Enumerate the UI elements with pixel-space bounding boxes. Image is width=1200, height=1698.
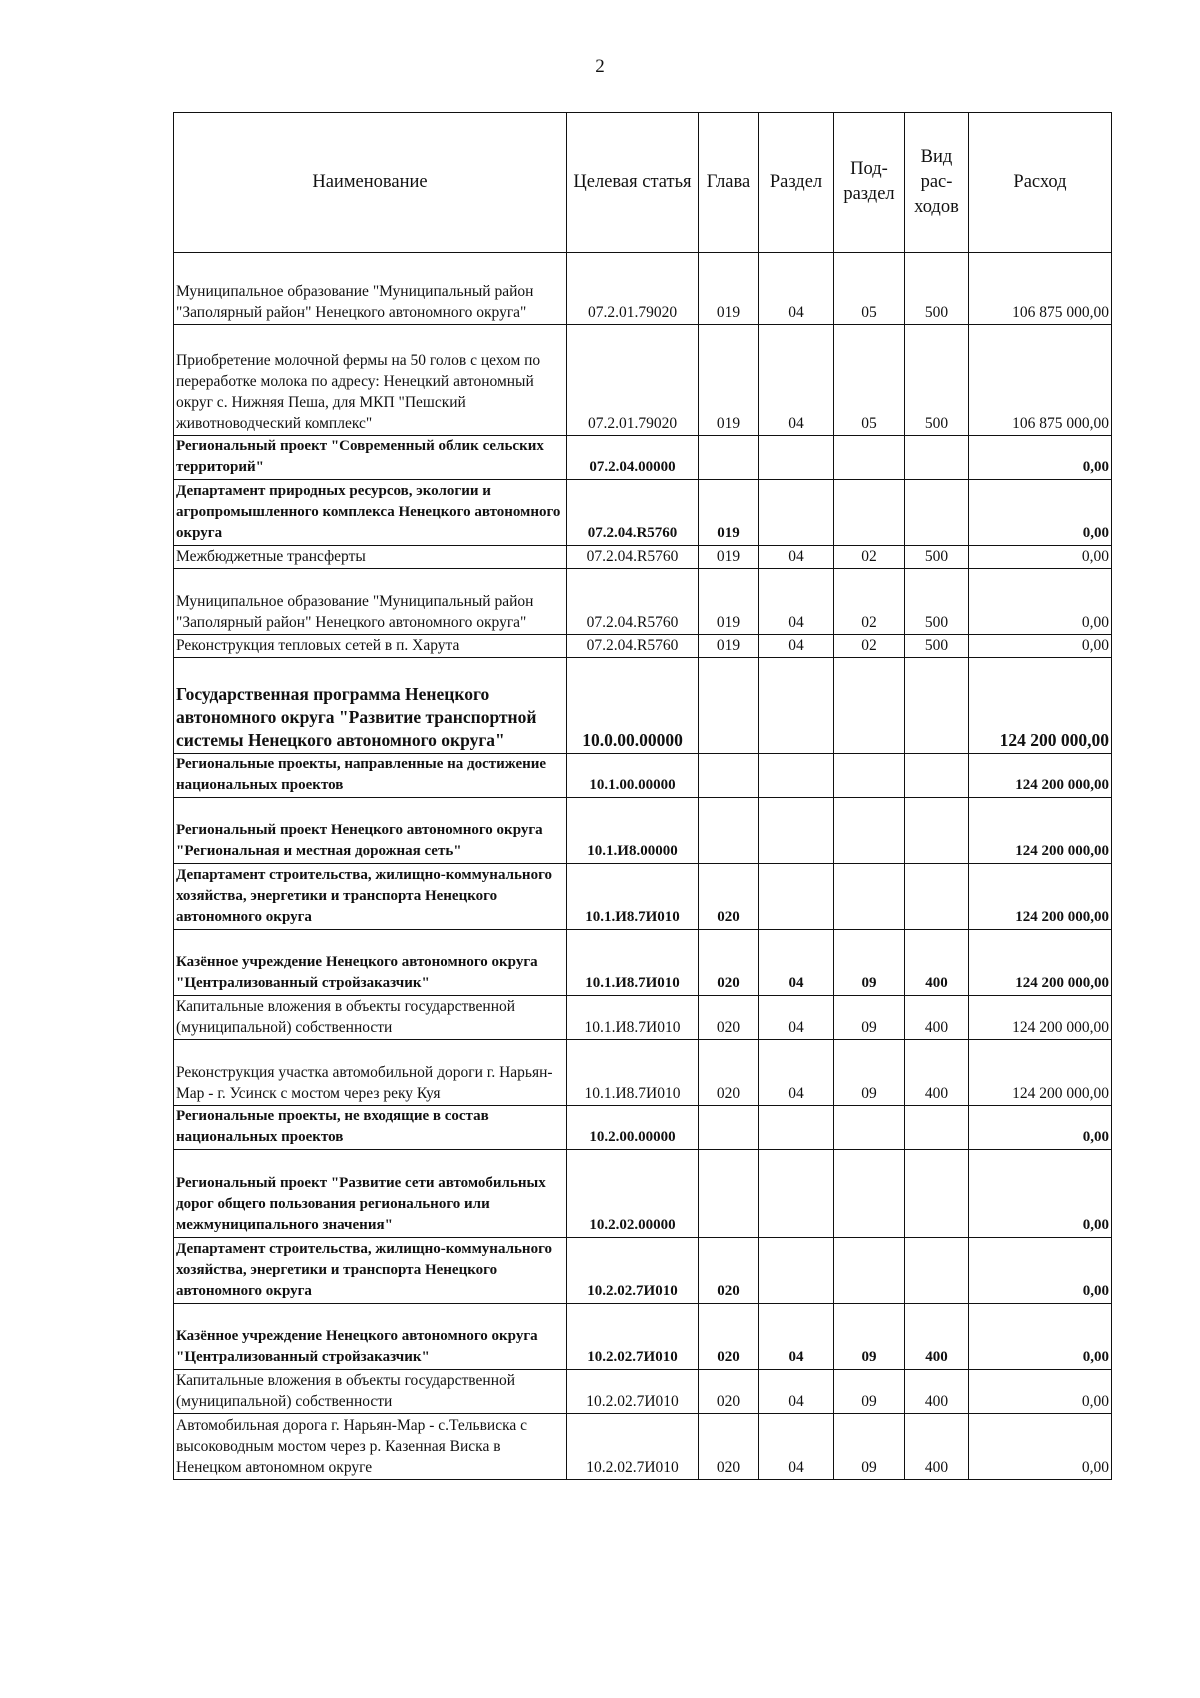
- row-section: [759, 1238, 834, 1304]
- row-target-article: 10.1.И8.7И010: [567, 864, 699, 930]
- row-section: 04: [759, 635, 834, 658]
- row-target-article: 07.2.01.79020: [567, 325, 699, 436]
- row-expense-type: 400: [905, 996, 969, 1040]
- row-name: Автомобильная дорога г. Нарьян-Мар - с.Тельвиска с высоководным мостом через р. Казенная Виска в Ненецком автономном округе: [174, 1414, 567, 1480]
- row-subsection: 05: [834, 253, 905, 325]
- row-amount: 124 200 000,00: [969, 1040, 1112, 1106]
- row-chapter: 019: [699, 325, 759, 436]
- table-row: [174, 546, 1112, 569]
- row-name: Государственная программа Ненецкого автономного округа "Развитие транспортной системы Ненецкого автономного округа": [174, 658, 567, 754]
- row-subsection: 09: [834, 930, 905, 996]
- row-section: [759, 480, 834, 546]
- row-expense-type: 500: [905, 325, 969, 436]
- row-expense-type: 400: [905, 1304, 969, 1370]
- row-expense-type: [905, 1238, 969, 1304]
- row-name: Муниципальное образование "Муниципальный район "Заполярный район" Ненецкого автономного округа": [174, 569, 567, 635]
- row-expense-type: 400: [905, 930, 969, 996]
- row-section: 04: [759, 1370, 834, 1414]
- row-target-article: 10.0.00.00000: [567, 658, 699, 754]
- header-subsection: Под-раздел: [834, 113, 905, 253]
- row-amount: 124 200 000,00: [969, 658, 1112, 754]
- row-chapter: [699, 658, 759, 754]
- row-amount: 0,00: [969, 569, 1112, 635]
- header-expense-type: Вид рас-ходов: [905, 113, 969, 253]
- row-name: Казённое учреждение Ненецкого автономного округа "Централизованный стройзаказчик": [174, 1304, 567, 1370]
- row-expense-type: [905, 798, 969, 864]
- row-subsection: 02: [834, 569, 905, 635]
- row-chapter: 020: [699, 1304, 759, 1370]
- row-name: Муниципальное образование "Муниципальный район "Заполярный район" Ненецкого автономного округа": [174, 253, 567, 325]
- row-chapter: 020: [699, 1238, 759, 1304]
- row-name: Реконструкция участка автомобильной дороги г. Нарьян-Мар - г. Усинск с мостом через реку Куя: [174, 1040, 567, 1106]
- row-target-article: 10.2.00.00000: [567, 1106, 699, 1150]
- row-chapter: 020: [699, 1370, 759, 1414]
- row-amount: 124 200 000,00: [969, 754, 1112, 798]
- row-subsection: 09: [834, 1304, 905, 1370]
- row-amount: 0,00: [969, 1414, 1112, 1480]
- row-chapter: 020: [699, 1040, 759, 1106]
- row-name: Региональный проект "Развитие сети автомобильных дорог общего пользования регионального или межмуниципального значения": [174, 1150, 567, 1238]
- row-chapter: [699, 436, 759, 480]
- row-target-article: 07.2.04.R5760: [567, 569, 699, 635]
- row-name: Региональные проекты, не входящие в состав национальных проектов: [174, 1106, 567, 1150]
- row-name: Департамент строительства, жилищно-коммунального хозяйства, энергетики и транспорта Ненецкого автономного округа: [174, 864, 567, 930]
- row-amount: 0,00: [969, 436, 1112, 480]
- row-amount: 124 200 000,00: [969, 864, 1112, 930]
- row-amount: 0,00: [969, 1150, 1112, 1238]
- row-expense-type: [905, 754, 969, 798]
- table-row: [174, 253, 1112, 325]
- row-section: [759, 658, 834, 754]
- row-chapter: 020: [699, 930, 759, 996]
- row-chapter: 019: [699, 635, 759, 658]
- row-section: 04: [759, 325, 834, 436]
- row-expense-type: [905, 1106, 969, 1150]
- row-subsection: 05: [834, 325, 905, 436]
- row-amount: 0,00: [969, 1238, 1112, 1304]
- row-expense-type: [905, 658, 969, 754]
- row-subsection: [834, 1238, 905, 1304]
- row-target-article: 10.2.02.7И010: [567, 1304, 699, 1370]
- row-target-article: 07.2.04.R5760: [567, 546, 699, 569]
- row-expense-type: 500: [905, 569, 969, 635]
- row-expense-type: [905, 480, 969, 546]
- row-chapter: [699, 798, 759, 864]
- row-section: 04: [759, 1414, 834, 1480]
- row-chapter: 019: [699, 253, 759, 325]
- row-chapter: [699, 1106, 759, 1150]
- page-number: 2: [595, 56, 605, 77]
- row-name: Реконструкция тепловых сетей в п. Харута: [174, 635, 567, 658]
- header-name: Наименование: [174, 113, 567, 253]
- row-section: 04: [759, 253, 834, 325]
- row-expense-type: [905, 1150, 969, 1238]
- row-expense-type: 500: [905, 635, 969, 658]
- row-name: Приобретение молочной фермы на 50 голов с цехом по переработке молока по адресу: Ненецкий автономный округ с. Нижняя Пеша, для МКП "Пешский животноводческий комплекс": [174, 325, 567, 436]
- row-subsection: 02: [834, 635, 905, 658]
- row-section: 04: [759, 996, 834, 1040]
- row-chapter: [699, 1150, 759, 1238]
- row-chapter: 019: [699, 546, 759, 569]
- table-row: [174, 1370, 1112, 1414]
- row-amount: 106 875 000,00: [969, 253, 1112, 325]
- table-row: [174, 1150, 1112, 1238]
- table-row: [174, 436, 1112, 480]
- row-amount: 124 200 000,00: [969, 798, 1112, 864]
- table-row: [174, 864, 1112, 930]
- row-section: [759, 436, 834, 480]
- table-row: [174, 658, 1112, 754]
- row-amount: 0,00: [969, 1370, 1112, 1414]
- header-section: Раздел: [759, 113, 834, 253]
- row-target-article: 10.2.02.00000: [567, 1150, 699, 1238]
- row-target-article: 10.1.И8.7И010: [567, 930, 699, 996]
- row-expense-type: 400: [905, 1040, 969, 1106]
- row-target-article: 07.2.04.R5760: [567, 635, 699, 658]
- row-name: Межбюджетные трансферты: [174, 546, 567, 569]
- row-target-article: 10.2.02.7И010: [567, 1238, 699, 1304]
- row-chapter: [699, 754, 759, 798]
- table-row: [174, 1040, 1112, 1106]
- row-chapter: 020: [699, 996, 759, 1040]
- row-name: Региональный проект "Современный облик сельских территорий": [174, 436, 567, 480]
- table-row: [174, 798, 1112, 864]
- row-section: [759, 1106, 834, 1150]
- row-subsection: 09: [834, 1370, 905, 1414]
- row-amount: 124 200 000,00: [969, 930, 1112, 996]
- row-section: [759, 864, 834, 930]
- table-row: [174, 325, 1112, 436]
- table-row: [174, 635, 1112, 658]
- row-subsection: 02: [834, 546, 905, 569]
- row-amount: 0,00: [969, 1106, 1112, 1150]
- table-row: [174, 754, 1112, 798]
- row-name: Региональные проекты, направленные на достижение национальных проектов: [174, 754, 567, 798]
- row-target-article: 10.1.00.00000: [567, 754, 699, 798]
- row-section: 04: [759, 569, 834, 635]
- row-subsection: [834, 864, 905, 930]
- row-target-article: 07.2.01.79020: [567, 253, 699, 325]
- row-section: [759, 798, 834, 864]
- row-subsection: [834, 754, 905, 798]
- row-target-article: 10.2.02.7И010: [567, 1414, 699, 1480]
- row-name: Казённое учреждение Ненецкого автономного округа "Централизованный стройзаказчик": [174, 930, 567, 996]
- row-target-article: 10.2.02.7И010: [567, 1370, 699, 1414]
- header-expense: Расход: [969, 113, 1112, 253]
- row-subsection: [834, 436, 905, 480]
- row-subsection: 09: [834, 1040, 905, 1106]
- row-subsection: [834, 1150, 905, 1238]
- row-name: Региональный проект Ненецкого автономного округа "Региональная и местная дорожная сеть": [174, 798, 567, 864]
- row-target-article: 07.2.04.R5760: [567, 480, 699, 546]
- row-target-article: 10.1.И8.00000: [567, 798, 699, 864]
- row-subsection: [834, 798, 905, 864]
- row-amount: 106 875 000,00: [969, 325, 1112, 436]
- table-row: [174, 930, 1112, 996]
- row-subsection: [834, 658, 905, 754]
- row-chapter: 019: [699, 480, 759, 546]
- row-expense-type: 400: [905, 1414, 969, 1480]
- row-amount: 0,00: [969, 546, 1112, 569]
- row-expense-type: [905, 436, 969, 480]
- row-target-article: 10.1.И8.7И010: [567, 1040, 699, 1106]
- header-chapter: Глава: [699, 113, 759, 253]
- row-section: 04: [759, 546, 834, 569]
- row-target-article: 10.1.И8.7И010: [567, 996, 699, 1040]
- row-subsection: 09: [834, 1414, 905, 1480]
- row-subsection: [834, 480, 905, 546]
- row-chapter: 020: [699, 864, 759, 930]
- row-subsection: 09: [834, 996, 905, 1040]
- row-name: Департамент строительства, жилищно-коммунального хозяйства, энергетики и транспорта Ненецкого автономного округа: [174, 1238, 567, 1304]
- budget-table: [173, 112, 1112, 1480]
- table-row: [174, 1304, 1112, 1370]
- table-row: [174, 1238, 1112, 1304]
- row-section: [759, 1150, 834, 1238]
- row-amount: 0,00: [969, 480, 1112, 546]
- row-amount: 0,00: [969, 1304, 1112, 1370]
- header-target-article: Целевая статья: [567, 113, 699, 253]
- row-expense-type: 400: [905, 1370, 969, 1414]
- row-expense-type: [905, 864, 969, 930]
- row-expense-type: 500: [905, 253, 969, 325]
- row-chapter: 020: [699, 1414, 759, 1480]
- row-section: [759, 754, 834, 798]
- row-section: 04: [759, 1040, 834, 1106]
- row-amount: 124 200 000,00: [969, 996, 1112, 1040]
- row-section: 04: [759, 930, 834, 996]
- table-row: [174, 1106, 1112, 1150]
- row-chapter: 019: [699, 569, 759, 635]
- row-name: Департамент природных ресурсов, экологии и агропромышленного комплекса Ненецкого автономного округа: [174, 480, 567, 546]
- table-row: [174, 569, 1112, 635]
- table-row: [174, 480, 1112, 546]
- row-name: Капитальные вложения в объекты государственной (муниципальной) собственности: [174, 1370, 567, 1414]
- row-target-article: 07.2.04.00000: [567, 436, 699, 480]
- row-amount: 0,00: [969, 635, 1112, 658]
- table-row: [174, 1414, 1112, 1480]
- row-subsection: [834, 1106, 905, 1150]
- row-expense-type: 500: [905, 546, 969, 569]
- header-row: [174, 113, 1112, 253]
- table-row: [174, 996, 1112, 1040]
- row-name: Капитальные вложения в объекты государственной (муниципальной) собственности: [174, 996, 567, 1040]
- row-section: 04: [759, 1304, 834, 1370]
